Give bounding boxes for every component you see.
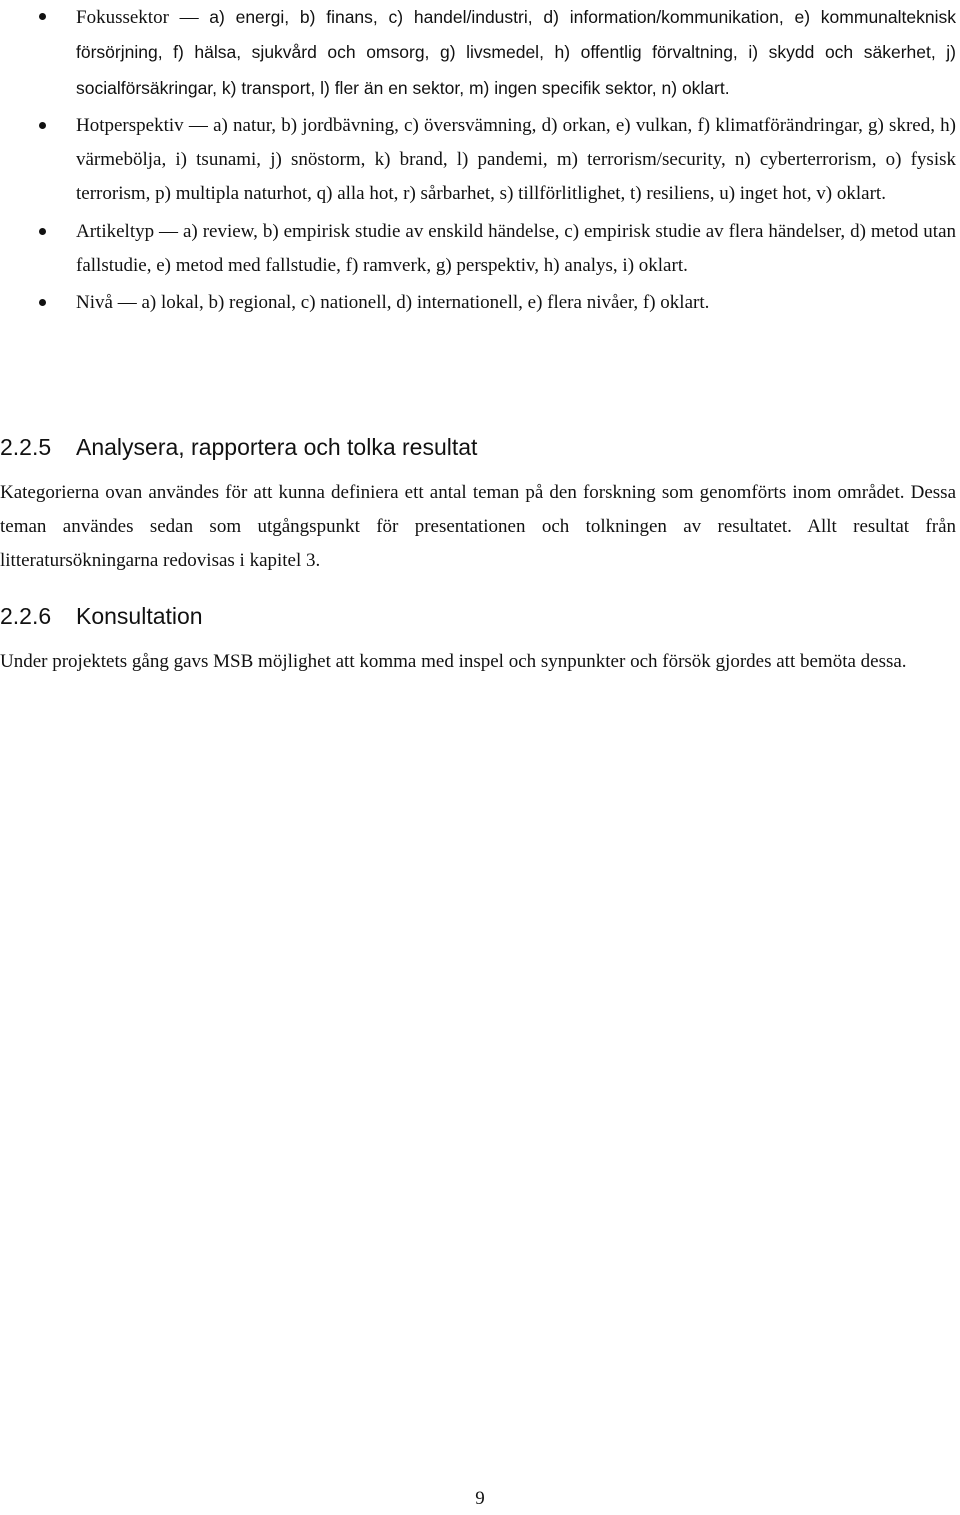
list-item-label: Artikeltyp [76,220,155,242]
category-list [0,0,960,321]
section-heading-2-2-6 [0,601,203,631]
list-item-niva: Nivå — a) lokal, b) regional, c) nationell, d) internationell, e) flera nivåer, f) oklart. [0,286,960,320]
list-item-label: Fokussektor [76,7,169,28]
list-item-hotperspektiv: Hotperspektiv — a) natur, b) jordbävning, c) översvämning, d) orkan, e) vulkan, f) klimatförändringar, g) skred, h) värmebölja, i) tsunami, j) snöstorm, k) brand, l) pandemi, m) terrorism/security, n) cyberterrorism, o) fysisk terrorism, p) multipla naturhot, q) alla hot, r) sårbarhet, s) tillförlitlighet, t) resiliens, u) inget hot, v) oklart. [0,109,960,212]
list-item-label: Hotperspektiv [76,114,184,136]
section-number: 2.2.5 [0,434,52,460]
list-item-text: a) natur, b) jordbävning, c) översvämning, d) orkan, e) vulkan, f) klimatförändringar, g) skred, h) värmebölja, i) tsunami, j) snöstorm, k) brand, l) pandemi, m) terrorism/security, n) cyberterrorism, o) fysisk terrorism, p) multipla naturhot, q) alla hot, r) sårbarhet, s) tillförlitlighet, t) resiliens, u) inget hot, v) oklart. [76,114,956,205]
section-paragraph: Under projektets gång gavs MSB möjlighet att komma med inspel och synpunkter och försök gjordes att bemöta dessa. [0,651,907,672]
list-item-artikeltyp: Artikeltyp — a) review, b) empirisk studie av enskild händelse, c) empirisk studie av flera händelser, d) metod utan fallstudie, e) metod med fallstudie, f) ramverk, g) perspektiv, h) analys, i) oklart. [0,215,960,284]
section-heading-2-2-5 [0,432,477,462]
bullet-icon [39,228,46,235]
list-item-text: a) review, b) empirisk studie av enskild händelse, c) empirisk studie av flera händelser, d) metod utan fallstudie, e) metod med fallstudie, f) ramverk, g) perspektiv, h) analys, i) oklart. [76,220,956,277]
section-title: Analysera, rapportera och tolka resultat [76,434,478,460]
section-paragraph: Kategorierna ovan användes för att kunna definiera ett antal teman på den forskning som genomförts inom området. Dessa teman användes sedan som utgångspunkt för presentationen och tolkningen av resultatet. Allt resultat från litteratursökningarna redovisas i kapitel 3. [0,482,956,571]
list-item-fokussektor: Fokussektor — a) energi, b) finans, c) handel/industri, d) information/kommunikation, e) kommunalteknisk försörjning, f) hälsa, sjukvård och omsorg, g) livsmedel, h) offentlig förvaltning, i) skydd och säkerhet, j) socialförsäkringar, k) transport, l) fler än en sektor, m) ingen specifik sektor, n) oklart. [0,0,960,106]
section-number: 2.2.6 [0,603,52,629]
list-item-text: a) energi, b) finans, c) handel/industri, d) information/kommunikation, e) kommunalteknisk försörjning, f) hälsa, sjukvård och omsorg, g) livsmedel, h) offentlig förvaltning, i) skydd och säkerhet, j) socialförsäkringar, k) transport, l) fler än en sektor, m) ingen specifik sektor, n) oklart. [76,7,957,98]
list-item-text: a) lokal, b) regional, c) nationell, d) internationell, e) flera nivåer, f) oklart. [141,292,710,314]
bullet-icon [39,13,46,20]
page-number: 9 [475,1488,485,1509]
section-title: Konsultation [76,603,203,629]
bullet-icon [39,299,46,306]
list-item-label: Nivå [76,292,113,314]
bullet-icon [39,122,46,129]
